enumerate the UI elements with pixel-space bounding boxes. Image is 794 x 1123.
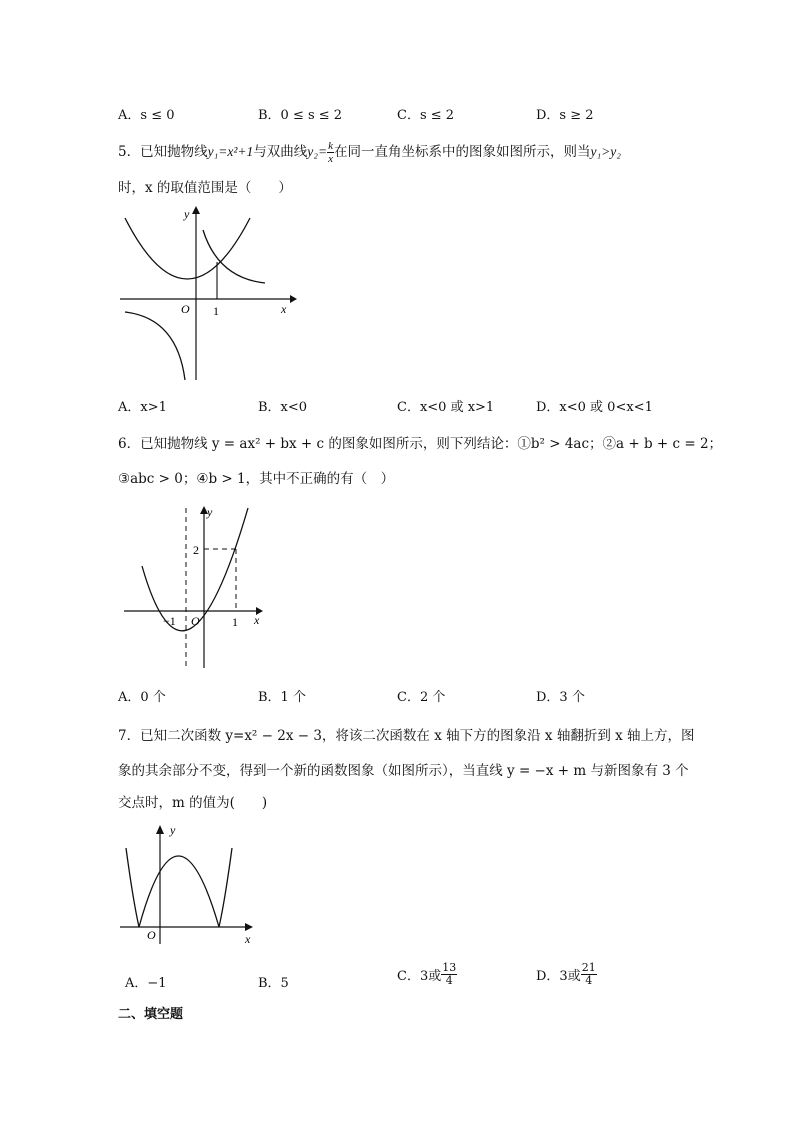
- q7-option-c-prefix: C．3或: [397, 969, 442, 984]
- q5-fraction: [327, 140, 334, 165]
- q7-option-d-prefix: D．3或: [536, 969, 581, 984]
- q6-option-a: A．0 个: [118, 690, 166, 705]
- q4-option-d: D．s ≥ 2: [536, 108, 594, 123]
- q7-option-d-den: 4: [585, 974, 593, 987]
- q7-origin-label: O: [147, 928, 156, 942]
- q5-x-label: x: [281, 302, 287, 316]
- q7-option-b: B．5: [258, 976, 289, 991]
- q5-y2-lhs: y₂=: [307, 144, 328, 159]
- q7-x-arrow-icon: [245, 923, 253, 931]
- q5-frac-den: x: [328, 153, 333, 165]
- q7-option-d-num: 21: [581, 961, 596, 974]
- q5-stem-line2: 时，x 的取值范围是（ ）: [118, 180, 292, 196]
- q7-left-branch: [126, 848, 139, 927]
- q5-option-a: A．x>1: [118, 400, 167, 415]
- q6-tick-neg1: −1: [163, 614, 176, 628]
- q5-hyperbola-right: [203, 230, 265, 283]
- q7-figure: [115, 820, 265, 948]
- q7-option-a: A．−1: [125, 976, 167, 991]
- q4-option-b: B．0 ≤ s ≤ 2: [258, 108, 343, 123]
- q5-tick-1: 1: [213, 304, 219, 318]
- q5-stem-part1: 5．已知抛物线: [118, 144, 208, 160]
- q7-option-c-fraction: [441, 962, 457, 987]
- q5-figure: [115, 200, 300, 385]
- q6-y-label: y: [207, 505, 213, 519]
- q7-y-arrow-icon: [156, 825, 164, 834]
- q7-stem-line3: 交点时，m 的值为( ): [118, 795, 268, 811]
- q5-parabola: [125, 218, 250, 279]
- q6-option-d: D．3 个: [536, 690, 585, 705]
- q5-option-d: D．x<0 或 0<x<1: [536, 400, 653, 415]
- q6-stem-line1: 6．已知抛物线 y = ax² + bx + c 的图象如图所示，则下列结论：①b² > 4ac；②a + b + c = 2；: [118, 436, 723, 452]
- q5-stem-line1: [118, 140, 621, 165]
- q5-y-label: y: [184, 207, 190, 221]
- q7-option-d: [536, 962, 597, 987]
- q6-tick-2: 2: [193, 543, 199, 557]
- q7-option-c-num: 13: [442, 961, 457, 974]
- q7-stem-line1: 7．已知二次函数 y=x² − 2x − 3，将该二次函数在 x 轴下方的图象沿 x 轴翻折到 x 轴上方，图: [118, 728, 695, 744]
- q7-x-label: x: [245, 932, 251, 946]
- q7-option-c-den: 4: [445, 974, 453, 987]
- q5-frac-num: k: [328, 140, 333, 152]
- q4-option-a: A．s ≤ 0: [118, 108, 175, 123]
- q5-option-b: B．x<0: [258, 400, 308, 415]
- q7-right-branch: [219, 848, 232, 927]
- q6-origin-label: O: [191, 614, 200, 628]
- q7-flipped-arch: [139, 856, 219, 927]
- q5-hyperbola-left: [125, 312, 185, 380]
- q6-parabola: [142, 508, 248, 631]
- q5-option-c: C．x<0 或 x>1: [397, 400, 495, 415]
- q5-stem-part2: 与双曲线: [253, 144, 308, 160]
- q4-option-c: C．s ≤ 2: [397, 108, 455, 123]
- q5-y1-expr: y₁=x²+1: [207, 144, 254, 159]
- q7-option-c: [397, 962, 457, 987]
- q5-stem-part3: 在同一直角坐标系中的图象如图所示，则当: [333, 144, 591, 160]
- q7-y-label: y: [170, 823, 176, 837]
- q6-figure: [120, 500, 270, 675]
- section-title: 二、填空题: [118, 1007, 184, 1022]
- q6-x-label: x: [254, 613, 260, 627]
- q7-option-d-fraction: [581, 962, 597, 987]
- q7-stem-line2: 象的其余部分不变，得到一个新的函数图象（如图所示），当直线 y = −x + m 与新图象有 3 个: [118, 763, 689, 779]
- q6-option-c: C．2 个: [397, 690, 446, 705]
- q5-x-arrow-icon: [290, 295, 297, 303]
- q5-y-arrow-icon: [192, 206, 200, 214]
- q5-origin-label: O: [181, 302, 190, 316]
- q6-tick-1: 1: [232, 615, 238, 629]
- q6-stem-line2: ③abc > 0；④b > 1，其中不正确的有（ ）: [118, 471, 395, 487]
- q6-option-b: B．1 个: [258, 690, 306, 705]
- q5-condition: y₁>y₂: [590, 144, 621, 159]
